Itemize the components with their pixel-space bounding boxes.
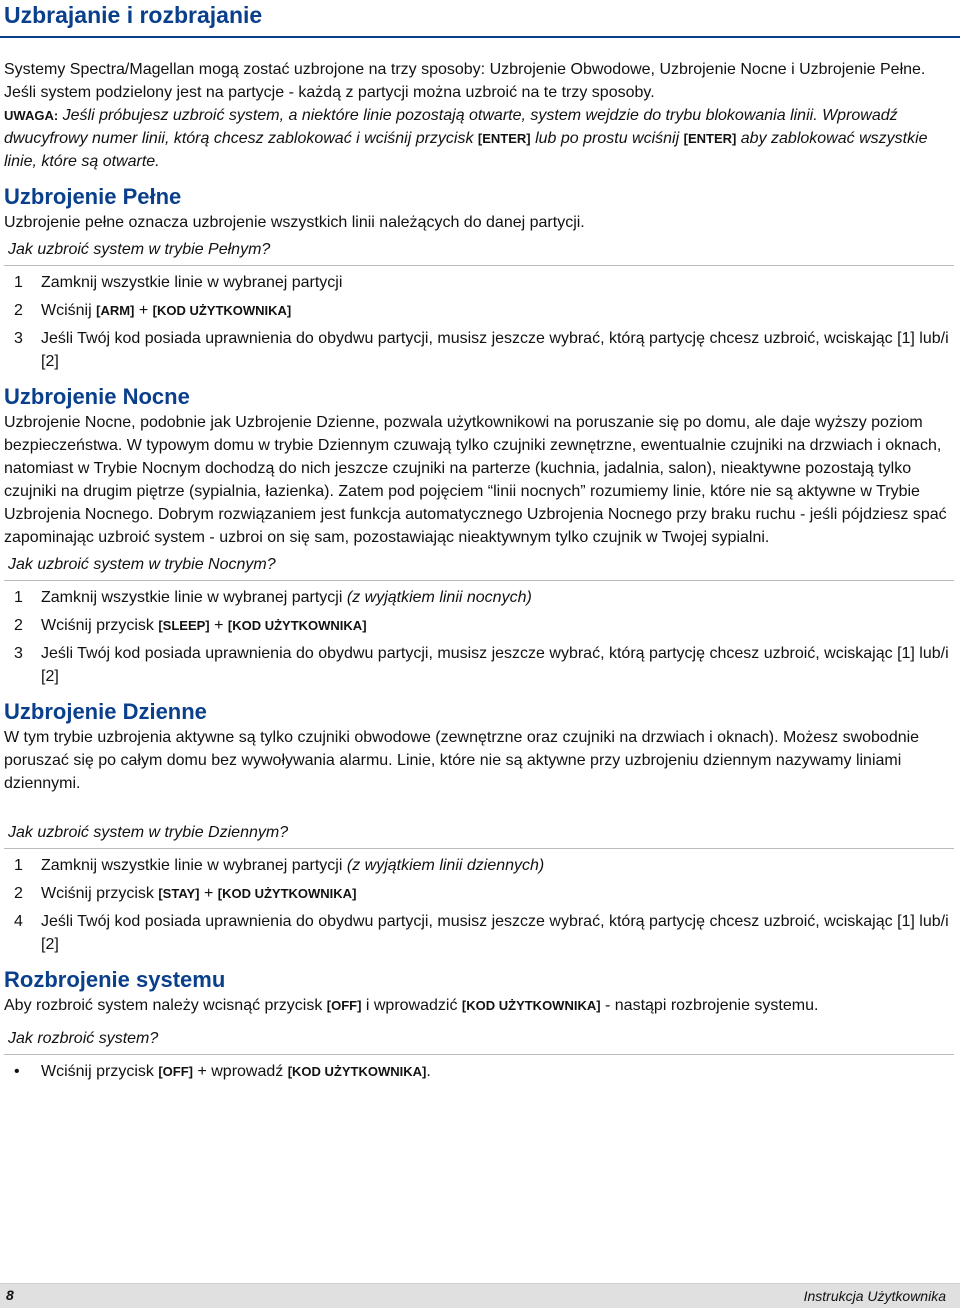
page-number: 8 [6,1287,14,1303]
disarm-heading: Rozbrojenie systemu [4,967,226,992]
full-arming-heading: Uzbrojenie Pełne [4,184,182,209]
page-footer [0,1283,960,1308]
user-code-key: [KOD UŻYTKOWNIKA] [217,886,357,901]
full-arming-question: Jak uzbroić system w trybie Pełnym? [8,241,271,258]
step-text: Jeśli Twój kod posiada uprawnienia do obydwu partycji, musisz jeszcze wybrać, którą partycję chcesz uzbroić, wciskając [1] lub/i [2] [41,330,949,370]
disarm-question: Jak rozbroić system? [8,1030,159,1047]
step-text: Jeśli Twój kod posiada uprawnienia do obydwu partycji, musisz jeszcze wybrać, którą partycję chcesz uzbroić, wciskając [1] lub/i [2] [41,913,949,953]
footer-title: Instrukcja Użytkownika [803,1288,946,1304]
enter-key-1: [ENTER] [477,131,531,146]
user-code-key: [KOD UŻYTKOWNIKA] [152,303,292,318]
step-text: Wciśnij [ARM] + [KOD UŻYTKOWNIKA] [41,302,292,319]
step-text: Zamknij wszystkie linie w wybranej partycji [41,274,343,291]
stay-key: [STAY] [158,886,200,901]
step-text: Wciśnij przycisk [STAY] + [KOD UŻYTKOWNIKA] [41,885,357,902]
day-arming-question: Jak uzbroić system w trybie Dziennym? [8,824,289,841]
note-label: UWAGA: [4,108,59,123]
user-code-key: [KOD UŻYTKOWNIKA] [461,998,601,1013]
disarm-description: Aby rozbroić system należy wcisnąć przycisk [OFF] i wprowadzić [KOD UŻYTKOWNIKA] - nastąpi rozbrojenie systemu. [4,997,819,1014]
night-arming-question: Jak uzbroić system w trybie Nocnym? [8,556,276,573]
enter-key-2: [ENTER] [683,131,737,146]
note-text-3: aby zablokować wszystkie linie, które są otwarte. [4,130,928,170]
day-step-1 [4,854,954,877]
note-text-1: Jeśli próbujesz uzbroić system, a niektóre linie pozostają otwarte, system wejdzie do trybu blokowania linii. Wprowadź dwucyfrowy numer linii, którą chcesz zablokować i wciśnij przycisk [4,107,898,147]
full-step-2 [4,299,954,322]
night-step-3 [4,642,954,688]
step-number: 1 [14,857,23,874]
user-code-key: [KOD UŻYTKOWNIKA] [287,1064,427,1079]
off-key: [OFF] [326,998,362,1013]
step-text: Zamknij wszystkie linie w wybranej partycji (z wyjątkiem linii nocnych) [41,589,532,606]
note-text-2: lub po prostu wciśnij [530,130,684,147]
day-arming-description: W tym trybie uzbrojenia aktywne są tylko czujniki obwodowe (zewnętrzne oraz czujniki na drzwiach i oknach). Możesz swobodnie poruszać się po całym domu bez wywoływania alarmu. Linie, które nie są aktywne przy uzbrojeniu dziennym nazywamy liniami dziennymi. [4,729,920,792]
night-step-1 [4,586,954,609]
step-number: 2 [14,302,23,319]
document-body [4,58,954,1083]
night-arming-description: Uzbrojenie Nocne, podobnie jak Uzbrojenie Dzienne, pozwala użytkownikowi na poruszanie się po domu, ale daje wyższy poziom bezpieczeństwa. W typowym domu w trybie Dziennym czuwają tylko czujniki zewnętrzne, ewentualnie czujniki na drzwiach i oknach, natomiast w Trybie Nocnym dochodzą do nich jeszcze czujniki na parterze (kuchnia, jadalnia, salon), nieaktywne pozostają tylko czujniki na drugim piętrze (sypialnia, łazienka). Zatem pod pojęciem “linii nocnych” rozumiemy linie, które nie są aktywne w Trybie Uzbrojenia Nocnego. Dobrym rozwiązaniem jest funkcja automatycznego Uzbrojenia Nocnego przy braku ruchu - jeśli pójdziesz spać zapominając uzbroić system - uzbroi on się sam, pozostawiając nieaktywnym tylko czujnik w Twojej sypialni. [4,414,947,546]
full-step-1 [4,271,954,294]
step-number: 2 [14,885,23,902]
step-number: 1 [14,589,23,606]
step-number: 2 [14,617,23,634]
step-number: 3 [14,330,23,347]
sleep-key: [SLEEP] [158,618,210,633]
page-title: Uzbrajanie i rozbrajanie [4,2,263,28]
page-header [0,0,960,38]
intro-paragraph: Systemy Spectra/Magellan mogą zostać uzbrojone na trzy sposoby: Uzbrojenie Obwodowe, Uzbrojenie Nocne i Uzbrojenie Pełne. Jeśli system podzielony jest na partycje - każdą z partycji można uzbroić na te trzy sposoby. [4,61,926,101]
arm-key: [ARM] [96,303,135,318]
bullet: • [14,1063,20,1080]
note-paragraph [4,104,954,173]
divider [4,580,954,581]
step-number: 4 [14,913,23,930]
step-text: Zamknij wszystkie linie w wybranej partycji (z wyjątkiem linii dziennych) [41,857,545,874]
step-text: Wciśnij przycisk [SLEEP] + [KOD UŻYTKOWNIKA] [41,617,367,634]
divider [4,265,954,266]
day-arming-heading: Uzbrojenie Dzienne [4,699,207,724]
day-step-2 [4,882,954,905]
step-number: 3 [14,645,23,662]
step-text: Jeśli Twój kod posiada uprawnienia do obydwu partycji, musisz jeszcze wybrać, którą partycję chcesz uzbroić, wciskając [1] lub/i [2] [41,645,949,685]
divider [4,848,954,849]
step-number: 1 [14,274,23,291]
full-step-3 [4,327,954,373]
divider [4,1054,954,1055]
user-code-key: [KOD UŻYTKOWNIKA] [227,618,367,633]
day-step-3 [4,910,954,956]
disarm-step [4,1060,954,1083]
off-key: [OFF] [158,1064,193,1079]
night-step-2 [4,614,954,637]
full-arming-description: Uzbrojenie pełne oznacza uzbrojenie wszystkich linii należących do danej partycji. [4,214,585,231]
night-arming-heading: Uzbrojenie Nocne [4,384,190,409]
step-text: Wciśnij przycisk [OFF] + wprowadź [KOD UŻYTKOWNIKA]. [41,1063,431,1080]
